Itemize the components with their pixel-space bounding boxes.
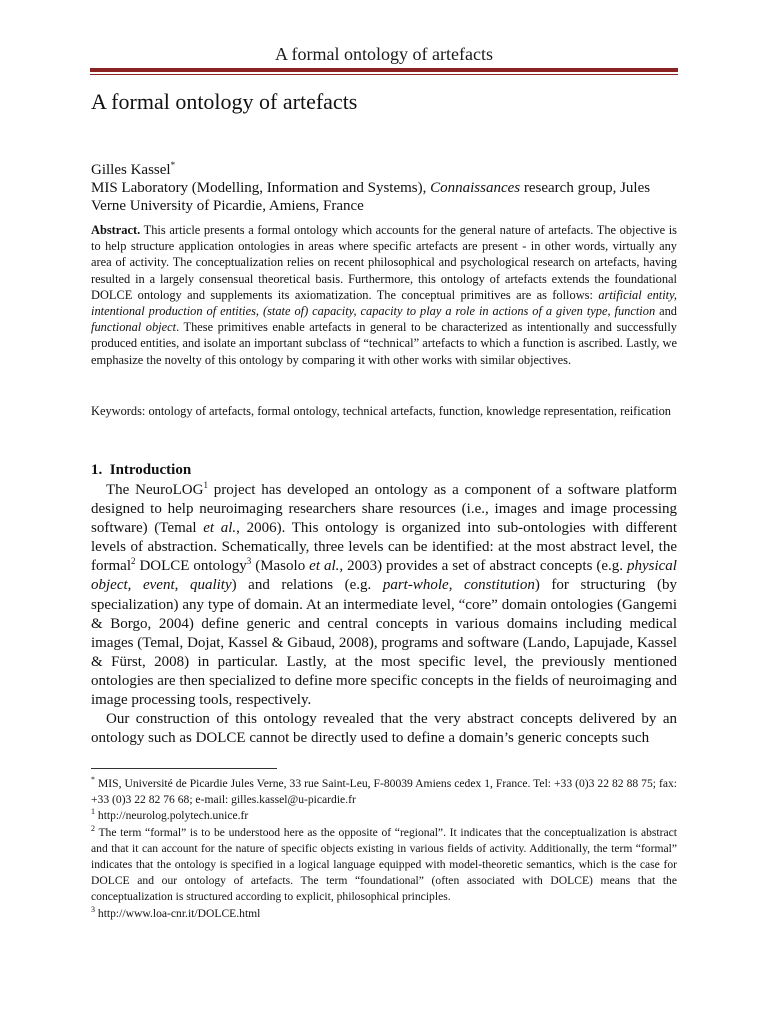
footnote-text: MIS, Université de Picardie Jules Verne, 33 rue Saint-Leu, F-80039 Amiens cedex 1, France. Tel: +33 (0)3 22 82 88 75; fax: +33 (0)3 22 82 76 68; e-mail: gilles.kassel@u-picardie.fr xyxy=(91,777,677,807)
footnote-rule xyxy=(91,768,277,769)
footnote-text: The term “formal” is to be understood here as the opposite of “regional”. It indicates that the conceptualization is abstract and that it can account for the nature of specific objects existing in various fields of activity. Additionally, the term “formal” indicates that the ontology is specified in a logical language equipped with model-theoretic semantics, which is the case for DOLCE and our ontology of artefacts. The term “foundational” (often associated with DOLCE) means that the conceptualization is structured according to explicit, philosophical principles. xyxy=(91,825,677,904)
abstract-text: . These primitives enable artefacts in general to be characterized as intentionally and successfully produced entities, and isolate an important subclass of “technical” artefacts to which a function is ascribed. Lastly, we emphasize the novelty of this ontology by comparing it with other works with similar objectives. xyxy=(91,320,678,367)
text-run: , 2003) provides a set of abstract concepts (e.g. xyxy=(339,558,627,575)
abstract-primitives: artificial entity, intentional production of entities, (state of) capacity, capacity to play a role in actions of a given type, function xyxy=(91,287,678,319)
footnote-link[interactable]: http://neurolog.polytech.unice.fr xyxy=(95,809,249,823)
section-title: Introduction xyxy=(109,462,192,478)
author-footnote-mark: * xyxy=(170,160,176,170)
footnote-ref[interactable]: 2 xyxy=(130,556,136,567)
running-head: A formal ontology of artefacts xyxy=(275,44,493,64)
text-run: The NeuroLOG xyxy=(106,482,204,498)
abstract-text: This article presents a formal ontology which accounts for the general nature of artefacts. The objective is to help structure application ontologies in areas where specific artefacts are present - in other words, virtually any area of activity. The conceptualization relies on recent philosophical and psychological research on artefacts, having resulted in a largely consensual theoretical basis. Furthermore, this ontology of artefacts extends the foundational DOLCE ontology and supplements its axiomatization. The conceptual primitives are as follows: xyxy=(91,223,677,302)
affiliation-part: MIS Laboratory (Modelling, Information and Systems), xyxy=(91,180,431,196)
section-number: 1. xyxy=(91,462,103,478)
abstract-label: Abstract. xyxy=(91,223,141,237)
paper-title: A formal ontology of artefacts xyxy=(91,89,358,114)
text-run: part-whole xyxy=(382,577,449,594)
text-run: physical object xyxy=(91,558,677,594)
body-text xyxy=(91,481,677,748)
footnote xyxy=(91,906,677,922)
text-run: et al. xyxy=(309,558,340,575)
footnotes xyxy=(91,776,677,922)
text-run: et al. xyxy=(203,520,237,537)
section-heading xyxy=(91,462,191,479)
abstract-primitive: functional object xyxy=(91,320,177,335)
affiliation xyxy=(91,179,681,215)
footnote xyxy=(91,825,677,906)
text-run: quality xyxy=(189,577,232,594)
text-run: ) for structuring (by specialization) any type of domain. At an intermediate level, “core” domain ontologies (Gangemi & Borgo, 2004) define generic and central concepts in various domains including medical images (Temal, Dojat, Kassel & Gibaud, 2008), programs and software (Lando, Lapujade, Kassel & Fürst, 2008) in particular. Lastly, at the most specific level, the previously mentioned ontologies are then specialized to define more specific concepts in the fields of neuroimaging and image processing tools, respectively. xyxy=(91,577,678,709)
header-rule xyxy=(90,68,678,72)
text-run: , 2006). This ontology is organized into sub-ontologies with different levels of abstraction. Schematically, three levels can be identified: at the most abstract level, the formal xyxy=(91,520,678,575)
footnote-mark: 1 xyxy=(91,807,95,817)
footnote-mark: * xyxy=(91,775,95,785)
footnote xyxy=(91,776,677,808)
text-run: , xyxy=(174,577,190,594)
paragraph xyxy=(91,481,677,710)
text-run: ) and relations (e.g. xyxy=(231,577,383,594)
text-run: (Masolo xyxy=(251,558,310,575)
author-name: Gilles Kassel xyxy=(91,162,171,178)
text-run: , xyxy=(448,577,465,594)
footnote-ref[interactable]: 3 xyxy=(246,556,252,567)
footnote-link[interactable]: http://www.loa-cnr.it/DOLCE.html xyxy=(95,906,261,920)
abstract xyxy=(91,222,677,368)
footnote-ref[interactable]: 1 xyxy=(203,480,208,490)
footnote-mark: 3 xyxy=(91,904,95,914)
footnote-mark: 2 xyxy=(91,823,95,833)
footnote xyxy=(91,808,677,824)
abstract-text: and xyxy=(655,304,677,319)
author xyxy=(91,160,175,179)
keywords: Keywords: ontology of artefacts, formal ontology, technical artefacts, function, knowledge representation, reification xyxy=(91,404,671,418)
header-rule-thin xyxy=(90,74,678,75)
research-group-name: Connaissances xyxy=(430,180,521,196)
text-run: event xyxy=(142,577,175,594)
text-run: DOLCE ontology xyxy=(135,558,247,575)
paragraph: Our construction of this ontology revealed that the very abstract concepts delivered by an ontology such as DOLCE cannot be directly used to define a domain’s generic concepts such xyxy=(91,711,677,747)
text-run: project has developed an ontology as a component of a software platform designed to help neuroimaging researchers share resources (i.e., images and image processing software) (Temal xyxy=(91,482,677,537)
text-run: constitution xyxy=(464,577,535,594)
affiliation-part: research group, Jules Verne University of Picardie, Amiens, France xyxy=(91,180,651,214)
text-run: , xyxy=(127,577,143,594)
